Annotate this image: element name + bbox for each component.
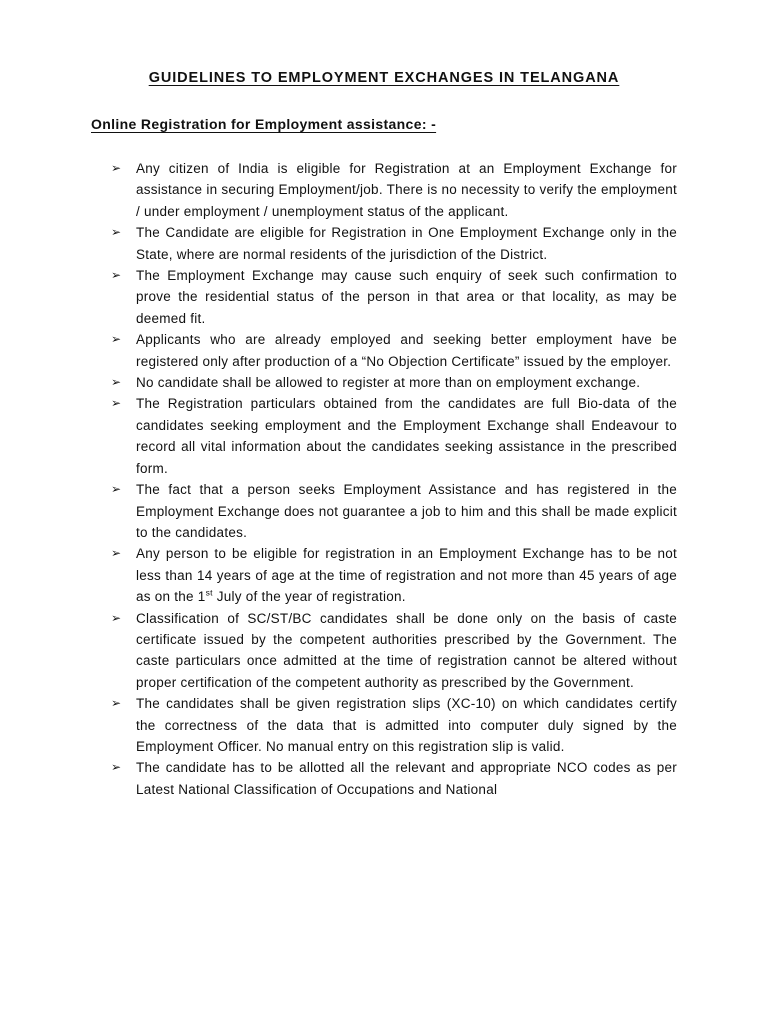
list-item-text-main: Any person to be eligible for registration in an Employment Exchange has to be not less than 14 years of age at the time of registration and not more than 45 years of age as on the 1	[136, 546, 677, 605]
list-item	[0, 329, 677, 372]
document-title: GUIDELINES TO EMPLOYMENT EXCHANGES IN TELANGANA	[148, 70, 620, 86]
arrow-bullet-icon: ➢	[111, 268, 122, 283]
list-item-text: The fact that a person seeks Employment Assistance and has registered in the Employment Exchange does not guarantee a job to him and this shall be made explicit to the candidates.	[136, 482, 677, 540]
list-item-text: No candidate shall be allowed to register at more than on employment exchange.	[136, 375, 641, 391]
arrow-bullet-icon: ➢	[111, 610, 122, 625]
list-item-text: The candidates shall be given registration slips (XC-10) on which candidates certify the correctness of the data that is admitted into computer duly signed by the Employment Officer. No manual entry on this registration slip is valid.	[136, 696, 677, 754]
list-item-text: Classification of SC/ST/BC candidates shall be done only on the basis of caste certificate issued by the competent authorities prescribed by the Government. The caste particulars once admitted at the time of registration cannot be altered without proper certification of the competent authority as prescribed by the Government.	[136, 610, 677, 690]
list-item-text: Applicants who are already employed and seeking better employment have be registered only after production of a “No Objection Certificate” issued by the employer.	[136, 332, 677, 369]
section-heading: Online Registration for Employment assistance: -	[91, 116, 437, 132]
list-item	[0, 543, 677, 607]
guidelines-list	[0, 158, 768, 800]
list-item-text: The Employment Exchange may cause such enquiry of seek such confirmation to prove the residential status of the person in that area or that locality, as may be deemed fit.	[136, 268, 677, 326]
arrow-bullet-icon: ➢	[111, 546, 122, 561]
list-item-text: The candidate has to be allotted all the relevant and appropriate NCO codes as per Latest National Classification of Occupations and National	[136, 760, 677, 797]
list-item-text: Any citizen of India is eligible for Registration at an Employment Exchange for assistance in securing Employment/job. There is no necessity to verify the employment / under employment / unemployment status of the applicant.	[136, 161, 677, 219]
list-item-text	[136, 543, 677, 607]
list-item-text: The Candidate are eligible for Registration in One Employment Exchange only in the State, where are normal residents of the jurisdiction of the District.	[136, 225, 677, 262]
arrow-bullet-icon: ➢	[111, 696, 122, 711]
list-item	[0, 693, 677, 757]
arrow-bullet-icon: ➢	[111, 760, 122, 775]
arrow-bullet-icon: ➢	[111, 225, 122, 240]
arrow-bullet-icon: ➢	[111, 375, 122, 390]
list-item	[0, 479, 677, 543]
list-item	[0, 393, 677, 479]
list-item-text-tail: July of the year of registration.	[212, 589, 406, 605]
list-item	[0, 222, 677, 265]
arrow-bullet-icon: ➢	[111, 332, 122, 347]
list-item	[0, 265, 677, 329]
list-item	[0, 757, 677, 800]
arrow-bullet-icon: ➢	[111, 396, 122, 411]
arrow-bullet-icon: ➢	[111, 482, 122, 497]
list-item	[0, 608, 677, 694]
ordinal-superscript: st	[205, 587, 213, 598]
arrow-bullet-icon: ➢	[111, 161, 122, 175]
list-item	[0, 158, 677, 222]
list-item	[0, 372, 677, 393]
list-item-text: The Registration particulars obtained from the candidates are full Bio-data of the candidates seeking employment and the Employment Exchange shall Endeavour to record all vital information about the candidates seeking assistance in the prescribed form.	[136, 396, 677, 476]
